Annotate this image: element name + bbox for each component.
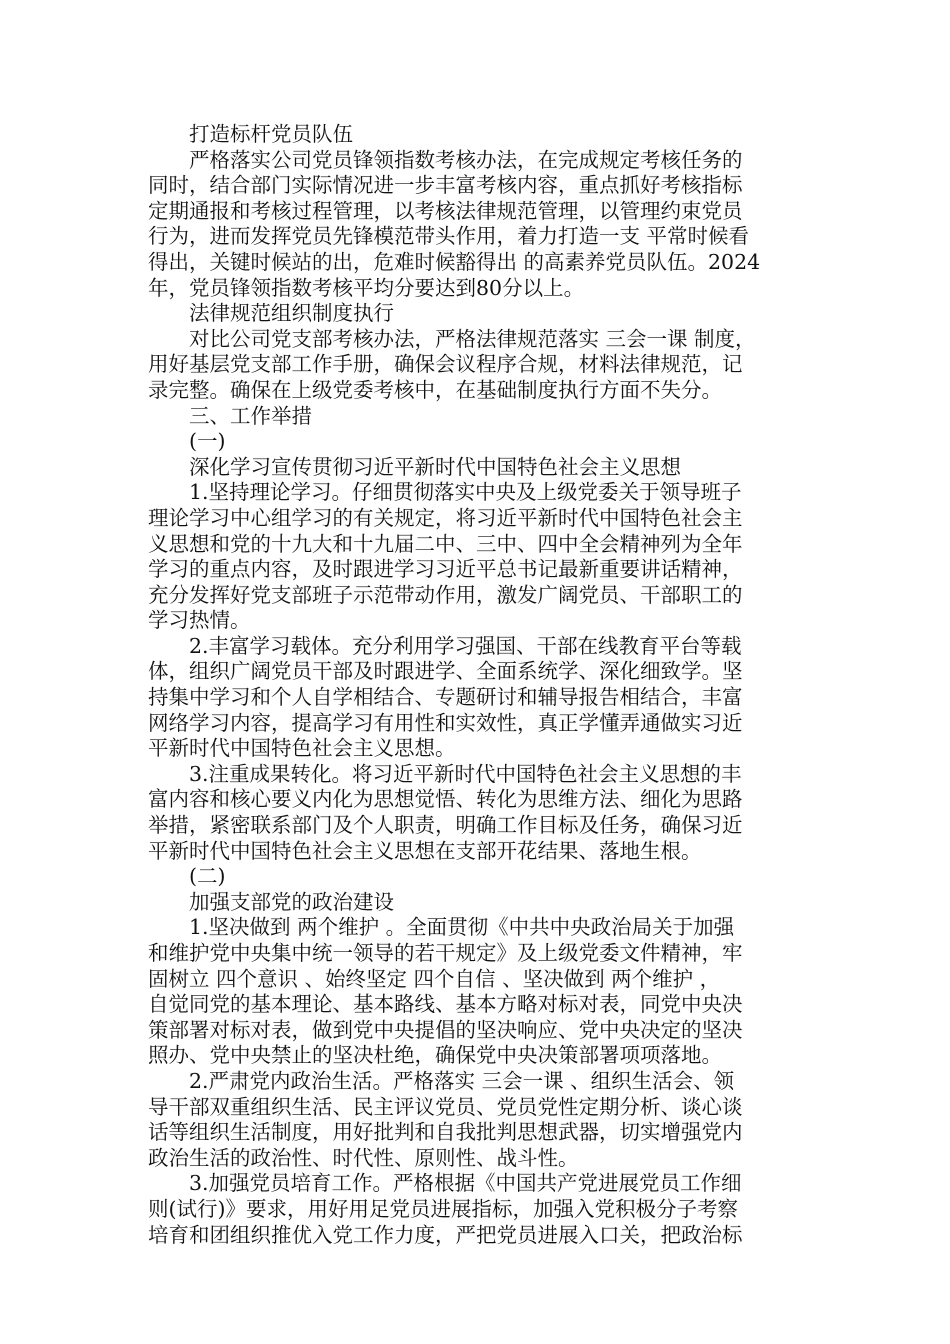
text-line: (二) — [189, 864, 226, 889]
text-line: 策部署对标对表，做到党中央提倡的坚决响应、党中央决定的坚决 — [148, 1017, 743, 1042]
text-line: 网络学习内容，提高学习有用性和实效性，真正学懂弄通做实习近 — [148, 710, 743, 735]
text-line: 则(试行)》要求，用好用足党员进展指标，加强入党积极分子考察 — [148, 1196, 738, 1221]
text-line: 照办、党中央禁止的坚决杜绝，确保党中央决策部署项项落地。 — [148, 1043, 722, 1068]
text-line: 法律规范组织制度执行 — [189, 301, 394, 326]
text-line: 和维护党中央集中统一领导的若干规定》及上级党委文件精神，牢 — [148, 941, 743, 965]
text-line: 导干部双重组织生活、民主评议党员、党员党性定期分析、谈心谈 — [148, 1094, 743, 1119]
text-line: 年，党员锋领指数考核平均分要达到80分以上。 — [148, 275, 585, 300]
text-line: 体，组织广阔党员干部及时跟进学、全面系统学、深化细致学。坚 — [148, 659, 743, 684]
document-body — [148, 122, 812, 1248]
text-line: 行为，进而发挥党员先锋模范带头作用，着力打造一支 平常时候看 — [148, 224, 750, 249]
text-line: 1.坚持理论学习。仔细贯彻落实中央及上级党委关于领导班子 — [189, 480, 742, 505]
text-line: 1.坚决做到 两个维护 。全面贯彻《中共中央政治局关于加强 — [189, 915, 735, 940]
text-line: 3.注重成果转化。将习近平新时代中国特色社会主义思想的丰 — [189, 761, 742, 786]
text-line: 学习热情。 — [148, 608, 251, 633]
text-line: 政治生活的政治性、时代性、原则性、战斗性。 — [148, 1145, 579, 1170]
text-line: 加强支部党的政治建设 — [189, 889, 394, 914]
text-line: 对比公司党支部考核办法，严格法律规范落实 三会一课 制度， — [189, 326, 756, 351]
text-line: 自觉同党的基本理论、基本路线、基本方略对标对表，同党中央决 — [148, 992, 743, 1017]
text-line: 富内容和核心要义内化为思想觉悟、转化为思维方法、细化为思路 — [148, 787, 743, 812]
text-line: 学习的重点内容，及时跟进学习习近平总书记最新重要讲话精神， — [148, 557, 743, 582]
text-line: 理论学习中心组学习的有关规定，将习近平新时代中国特色社会主 — [148, 505, 743, 530]
text-line: 2.丰富学习载体。充分利用学习强国、干部在线教育平台等载 — [189, 633, 742, 658]
text-line: 平新时代中国特色社会主义思想。 — [148, 736, 456, 761]
text-line: 2.严肃党内政治生活。严格落实 三会一课 、组织生活会、领 — [189, 1068, 735, 1093]
text-line: 话等组织生活制度，用好批判和自我批判思想武器，切实增强党内 — [148, 1120, 743, 1145]
text-line: 严格落实公司党员锋领指数考核办法，在完成规定考核任务的 — [189, 147, 743, 172]
text-line: (一) — [189, 429, 226, 454]
text-line: 充分发挥好党支部班子示范带动作用，激发广阔党员、干部职工的 — [148, 582, 743, 607]
text-line: 同时，结合部门实际情况进一步丰富考核内容，重点抓好考核指标 — [148, 173, 743, 198]
text-line: 平新时代中国特色社会主义思想在支部开花结果、落地生根。 — [148, 838, 702, 863]
text-line: 录完整。确保在上级党委考核中，在基础制度执行方面不失分。 — [148, 377, 722, 402]
text-line: 打造标杆党员队伍 — [189, 122, 353, 146]
text-line: 得出，关键时候站的出，危难时候豁得出 的高素养党员队伍。2024 — [148, 249, 761, 274]
text-line: 持集中学习和个人自学相结合、专题研讨和辅导报告相结合，丰富 — [148, 685, 743, 710]
text-line: 义思想和党的十九大和十九届二中、三中、四中全会精神列为全年 — [148, 531, 743, 556]
text-line: 用好基层党支部工作手册，确保会议程序合规，材料法律规范，记 — [148, 352, 743, 377]
text-line: 举措，紧密联系部门及个人职责，明确工作目标及任务，确保习近 — [148, 813, 743, 838]
text-line: 固树立 四个意识 、始终坚定 四个自信 、坚决做到 两个维护 ， — [148, 966, 721, 991]
text-line: 定期通报和考核过程管理，以考核法律规范管理，以管理约束党员 — [148, 198, 743, 223]
text-line: 培育和团组织推优入党工作力度，严把党员进展入口关，把政治标 — [148, 1222, 743, 1247]
text-line: 三、工作举措 — [189, 403, 312, 428]
text-line: 深化学习宣传贯彻习近平新时代中国特色社会主义思想 — [189, 454, 681, 479]
text-line: 3.加强党员培育工作。严格根据《中国共产党进展党员工作细 — [189, 1171, 742, 1196]
